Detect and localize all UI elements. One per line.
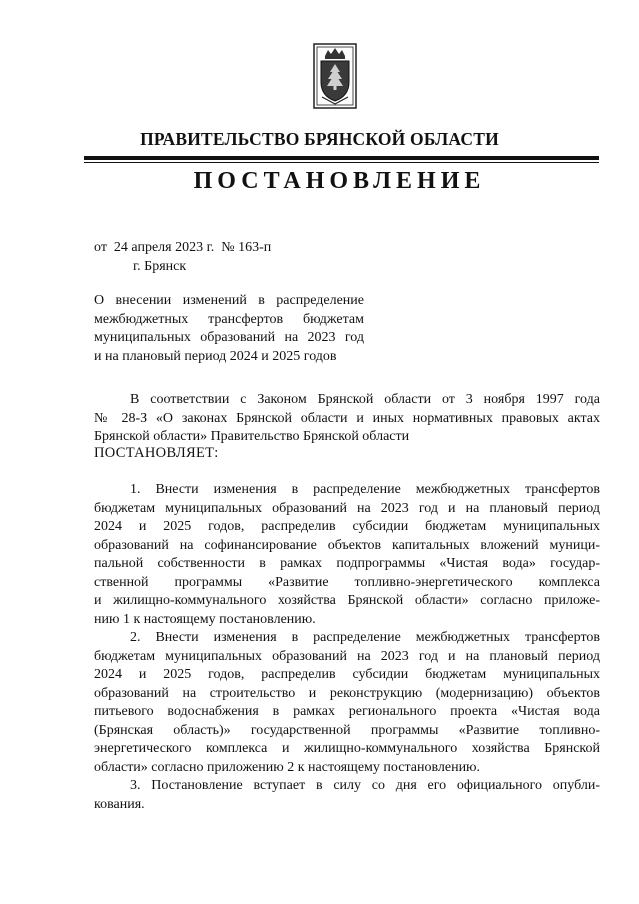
decree-word: ПОСТАНОВЛЯЕТ: — [94, 445, 219, 461]
item-2-line: 2. Внести изменения в распределение межбюджетных трансфертов — [130, 630, 600, 645]
header-rule-thick — [84, 156, 599, 160]
item-2-line: питьевого водоснабжения в рамках регионального проекта «Чистая вода — [94, 704, 600, 719]
item-3-line: 3. Постановление вступает в силу со дня его официального опубли- — [130, 778, 600, 793]
item-1-line: бюджетам муниципальных образований на 2023 год и на плановый период — [94, 500, 600, 516]
document-date-number: от 24 апреля 2023 г. № 163-п — [94, 240, 272, 255]
header-rule-thin — [84, 162, 599, 163]
item-1-line: и жилищно-коммунального хозяйства Брянской области» согласно приложе- — [94, 593, 600, 608]
item-2-line: области» согласно приложению 2 к настоящему постановлению. — [94, 759, 481, 775]
item-1-line: нию 1 к настоящему постановлению. — [94, 611, 316, 627]
preamble-line: № 28-З «О законах Брянской области и иных нормативных правовых актах — [94, 410, 600, 426]
item-2-line: (Брянская область)» государственной программы «Развитие топливно- — [94, 722, 600, 738]
subject-line: и на плановый период 2024 и 2025 годов — [94, 348, 337, 364]
subject-line: межбюджетных трансфертов бюджетам — [94, 311, 364, 327]
preamble-line: В соответствии с Законом Брянской области от 3 ноября 1997 года — [130, 392, 600, 407]
decree-items — [94, 481, 600, 814]
item-3-line: кования. — [94, 796, 145, 812]
subject-line: О внесении изменений в распределение — [94, 293, 364, 308]
item-2-line: 2024 и 2025 годов, распределив субсидии бюджетам муниципальных — [94, 667, 600, 682]
item-1-line: ственной программы «Развитие топливно-энергетического комплекса — [94, 574, 600, 590]
subject-line: муниципальных образований на 2023 год — [94, 330, 364, 345]
document-type-title: ПОСТАНОВЛЕНИЕ — [193, 168, 486, 194]
government-name: ПРАВИТЕЛЬСТВО БРЯНСКОЙ ОБЛАСТИ — [140, 129, 499, 149]
item-1-line: 1. Внести изменения в распределение межбюджетных трансфертов — [130, 482, 600, 497]
preamble-paragraph — [94, 391, 600, 447]
item-1-line: 2024 и 2025 годов, распределив субсидии бюджетам муниципальных — [94, 519, 600, 534]
item-2-line: энергетического комплекса и жилищно-коммунального хозяйства Брянской — [94, 741, 600, 756]
item-1-line: образований на софинансирование объектов капитальных вложений муници- — [94, 537, 600, 553]
document-city: г. Брянск — [133, 259, 187, 274]
item-1-line: пальной собственности в рамках подпрограммы «Чистая вода» государ- — [94, 556, 600, 571]
preamble-line: Брянской области» Правительство Брянской области — [94, 429, 410, 444]
bryansk-coat-of-arms-icon — [312, 42, 358, 110]
item-2-line: бюджетам муниципальных образований на 2023 год и на плановый период — [94, 648, 600, 664]
document-subject — [94, 292, 364, 366]
item-2-line: образований на строительство и реконструкцию (модернизацию) объектов — [94, 685, 600, 701]
